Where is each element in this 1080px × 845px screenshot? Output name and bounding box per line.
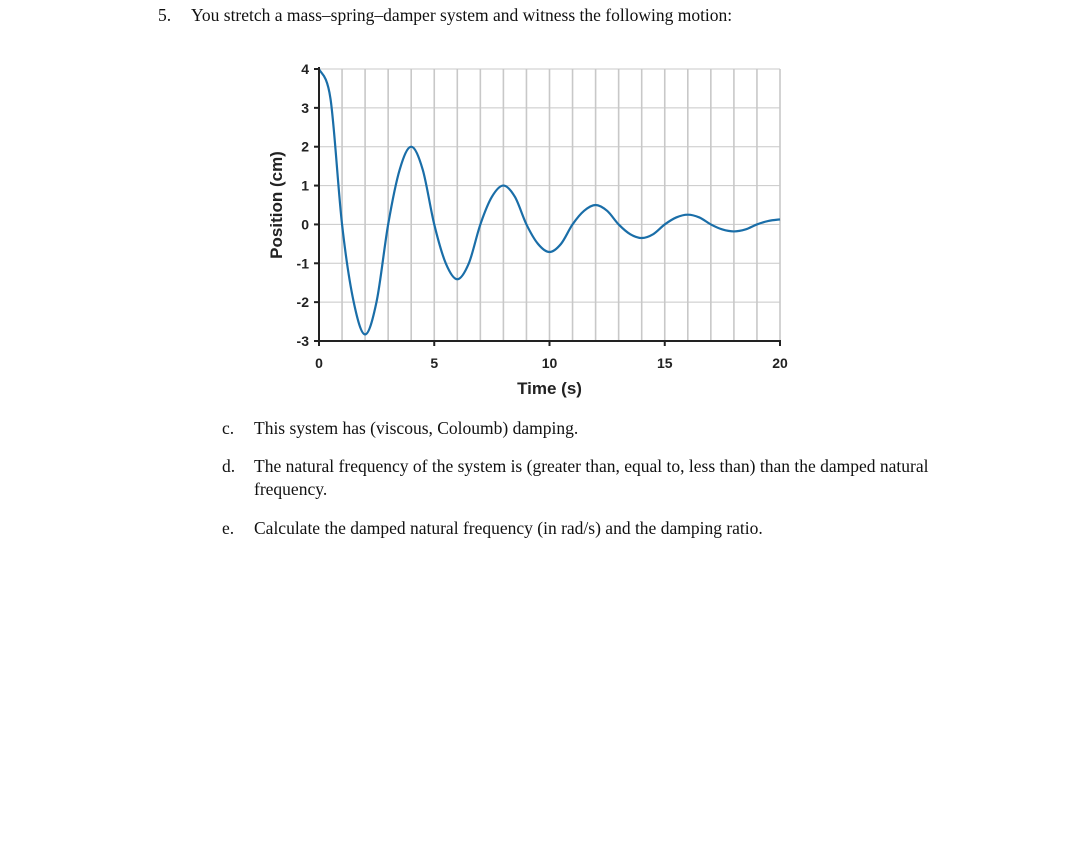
subquestion-d (222, 455, 962, 501)
question-number: 5. (158, 5, 172, 25)
subquestion-c (222, 417, 962, 440)
subquestion-letter: c. (222, 418, 235, 438)
y-tick-label: -3 (296, 333, 309, 349)
y-tick-label: 2 (301, 138, 309, 155)
subquestion-text: This system has (viscous, Coloumb) damping. (254, 418, 579, 438)
x-axis-title: Time (s) (517, 379, 582, 398)
subquestion-letter: e. (222, 518, 235, 538)
question-5 (158, 4, 732, 26)
subquestion-letter: d. (222, 456, 236, 476)
x-tick-label: 5 (430, 355, 439, 371)
series-layer (319, 69, 780, 334)
position-series-line (319, 69, 780, 334)
subquestion-text: The natural frequency of the system is (greater than, equal to, less than) than the damped natural frequency. (254, 456, 929, 499)
y-tick-label: 0 (301, 216, 309, 233)
x-tick-label: 20 (772, 355, 788, 371)
position-time-chart (0, 0, 1080, 410)
y-tick-label: -2 (296, 294, 309, 311)
y-tick-label: 1 (301, 177, 309, 194)
y-axis-title: Position (cm) (267, 151, 286, 259)
question-text: You stretch a mass–spring–damper system and witness the following motion: (191, 5, 733, 25)
x-tick-label: 0 (315, 355, 323, 371)
tick-labels (267, 61, 788, 398)
y-tick-label: -1 (296, 255, 309, 272)
subquestion-e (222, 517, 962, 540)
x-tick-label: 10 (541, 355, 558, 371)
grid (319, 69, 780, 341)
y-tick-label: 4 (301, 61, 309, 77)
subquestion-text: Calculate the damped natural frequency (in rad/s) and the damping ratio. (254, 518, 763, 538)
x-tick-label: 15 (656, 355, 673, 371)
y-tick-label: 3 (301, 99, 309, 116)
axes (314, 67, 781, 346)
